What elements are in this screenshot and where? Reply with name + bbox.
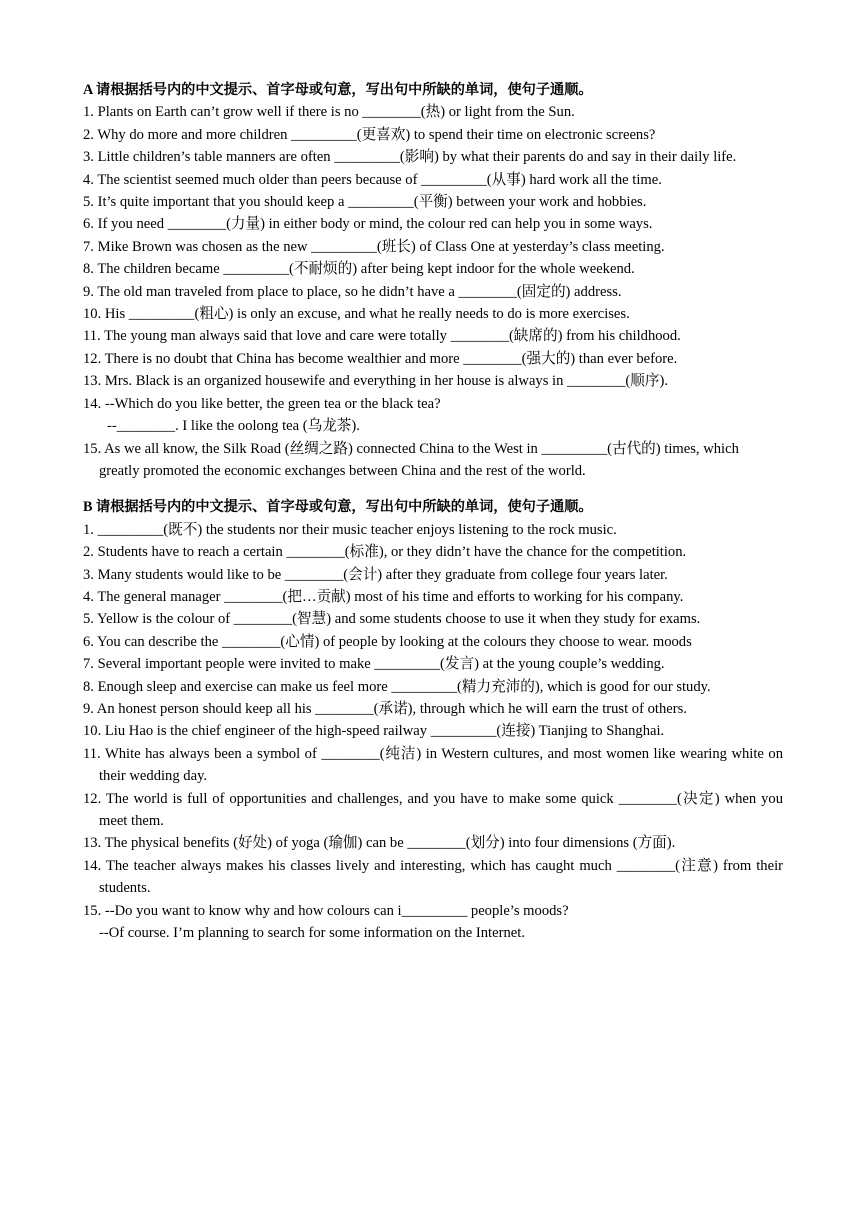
question-b-10: 10. Liu Hao is the chief engineer of the high-speed railway _________(连接) Tianjing to Shanghai.	[83, 723, 665, 740]
question-b-12: 12. The world is full of opportunities and challenges, and you have to make some quick ________(决定) when you meet them.	[83, 790, 783, 829]
question-a-7: 7. Mike Brown was chosen as the new _________(班长) of Class One at yesterday’s class meeting.	[83, 238, 665, 255]
question-b-15: 15. --Do you want to know why and how colours can i_________ people’s moods?	[83, 902, 569, 919]
question-a-14-answer: --________. I like the oolong tea (乌龙茶).	[107, 418, 360, 435]
question-a-4: 4. The scientist seemed much older than peers because of _________(从事) hard work all the time.	[83, 171, 662, 188]
question-b-15-answer: --Of course. I’m planning to search for some information on the Internet.	[99, 925, 525, 942]
question-a-10: 10. His _________(粗心) is only an excuse, and what he really needs to do is more exercises.	[83, 306, 630, 323]
question-b-1: 1. _________(既不) the students nor their music teacher enjoys listening to the rock music.	[83, 521, 617, 538]
question-b-8: 8. Enough sleep and exercise can make us feel more _________(精力充沛的), which is good for our study.	[83, 678, 711, 695]
question-a-13: 13. Mrs. Black is an organized housewife and everything in her house is always in ________(顺序).	[83, 373, 668, 390]
question-b-5: 5. Yellow is the colour of ________(智慧) and some students choose to use it when they study for exams.	[83, 611, 701, 628]
question-b-11: 11. White has always been a symbol of ________(纯洁) in Western cultures, and most women like wearing white on their wedding day.	[83, 745, 783, 785]
question-b-14: 14. The teacher always makes his classes lively and interesting, which has caught much ________(注意) from their students.	[83, 857, 783, 897]
question-a-11: 11. The young man always said that love and care were totally ________(缺席的) from his childhood.	[83, 328, 681, 345]
question-a-15: 15. As we all know, the Silk Road (丝绸之路) connected China to the West in _________(古代的) times, which greatly promoted the economic exchanges between China and the rest of the world.	[83, 440, 739, 479]
question-b-4: 4. The general manager ________(把…贡献) most of his time and efforts to working for his company.	[83, 588, 684, 605]
worksheet	[83, 79, 783, 944]
question-a-2: 2. Why do more and more children _________(更喜欢) to spend their time on electronic screens?	[83, 126, 656, 143]
question-a-14: 14. --Which do you like better, the green tea or the black tea?	[83, 395, 441, 412]
question-a-1: 1. Plants on Earth can’t grow well if there is no ________(热) or light from the Sun.	[83, 104, 575, 121]
question-b-6: 6. You can describe the ________(心情) of people by looking at the colours they choose to wear. moods	[83, 633, 692, 650]
question-a-12: 12. There is no doubt that China has become wealthier and more ________(强大的) than ever before.	[83, 350, 678, 367]
question-a-6: 6. If you need ________(力量) in either body or mind, the colour red can help you in some ways.	[83, 216, 653, 233]
section-a-title: A 请根据括号内的中文提示、首字母或句意，写出句中所缺的单词，使句子通顺。	[83, 82, 593, 98]
question-a-9: 9. The old man traveled from place to place, so he didn’t have a ________(固定的) address.	[83, 283, 622, 300]
question-b-7: 7. Several important people were invited to make _________(发言) at the young couple’s wedding.	[83, 656, 665, 673]
question-b-2: 2. Students have to reach a certain ________(标准), or they didn’t have the chance for the competition.	[83, 544, 687, 561]
question-a-3: 3. Little children’s table manners are often _________(影响) by what their parents do and say in their daily life.	[83, 149, 737, 166]
question-b-3: 3. Many students would like to be ________(会计) after they graduate from college four years later.	[83, 566, 668, 583]
question-a-5: 5. It’s quite important that you should keep a _________(平衡) between your work and hobbies.	[83, 194, 647, 211]
section-b-title: B 请根据括号内的中文提示、首字母或句意，写出句中所缺的单词，使句子通顺。	[83, 499, 593, 516]
question-b-13: 13. The physical benefits (好处) of yoga (瑜伽) can be ________(划分) into four dimensions (方面).	[83, 835, 676, 852]
question-a-8: 8. The children became _________(不耐烦的) after being kept indoor for the whole weekend.	[83, 261, 635, 278]
question-b-9: 9. An honest person should keep all his ________(承诺), through which he will earn the trust of others.	[83, 700, 687, 717]
